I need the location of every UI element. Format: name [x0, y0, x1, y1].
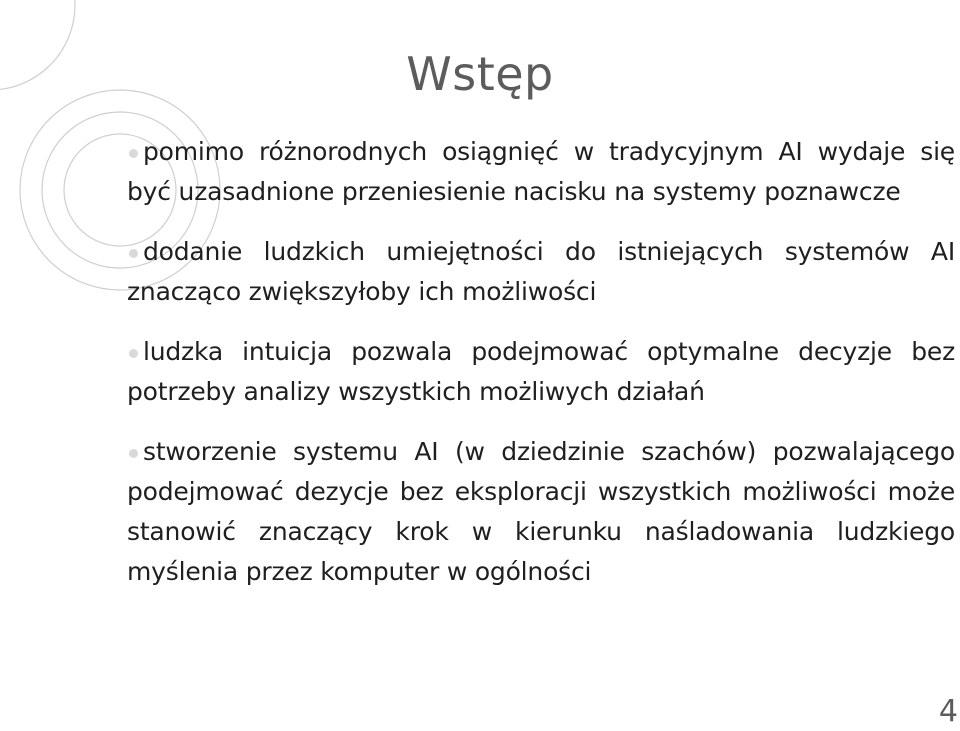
slide-title: Wstęp — [406, 47, 554, 101]
round-bullet-icon — [129, 149, 138, 158]
round-bullet-icon — [129, 449, 138, 458]
bullet-text: ludzka intuicja pozwala podejmować optymalne decyzje bez potrzeby analizy wszystkich możliwych działań — [127, 337, 955, 406]
bullet-text: dodanie ludzkich umiejętności do istniejących systemów AI znacząco zwiększyłoby ich możliwości — [127, 237, 955, 306]
bullet-item — [127, 132, 955, 212]
round-bullet-icon — [129, 349, 138, 358]
bullet-text: stworzenie systemu AI (w dziedzinie szachów) pozwalającego podejmować dezycje bez eksploracji wszystkich możliwości może stanowić znaczący krok w kierunku naśladowania ludzkiego myślenia przez komputer w ogólności — [127, 437, 955, 586]
bullet-item — [127, 432, 955, 592]
page-number: 4 — [938, 694, 958, 729]
bullet-list — [127, 132, 955, 612]
bullet-text: pomimo różnorodnych osiągnięć w tradycyjnym AI wydaje się być uzasadnione przeniesienie nacisku na systemy poznawcze — [127, 137, 955, 206]
bullet-item — [127, 232, 955, 312]
round-bullet-icon — [129, 249, 138, 258]
bullet-item — [127, 332, 955, 412]
